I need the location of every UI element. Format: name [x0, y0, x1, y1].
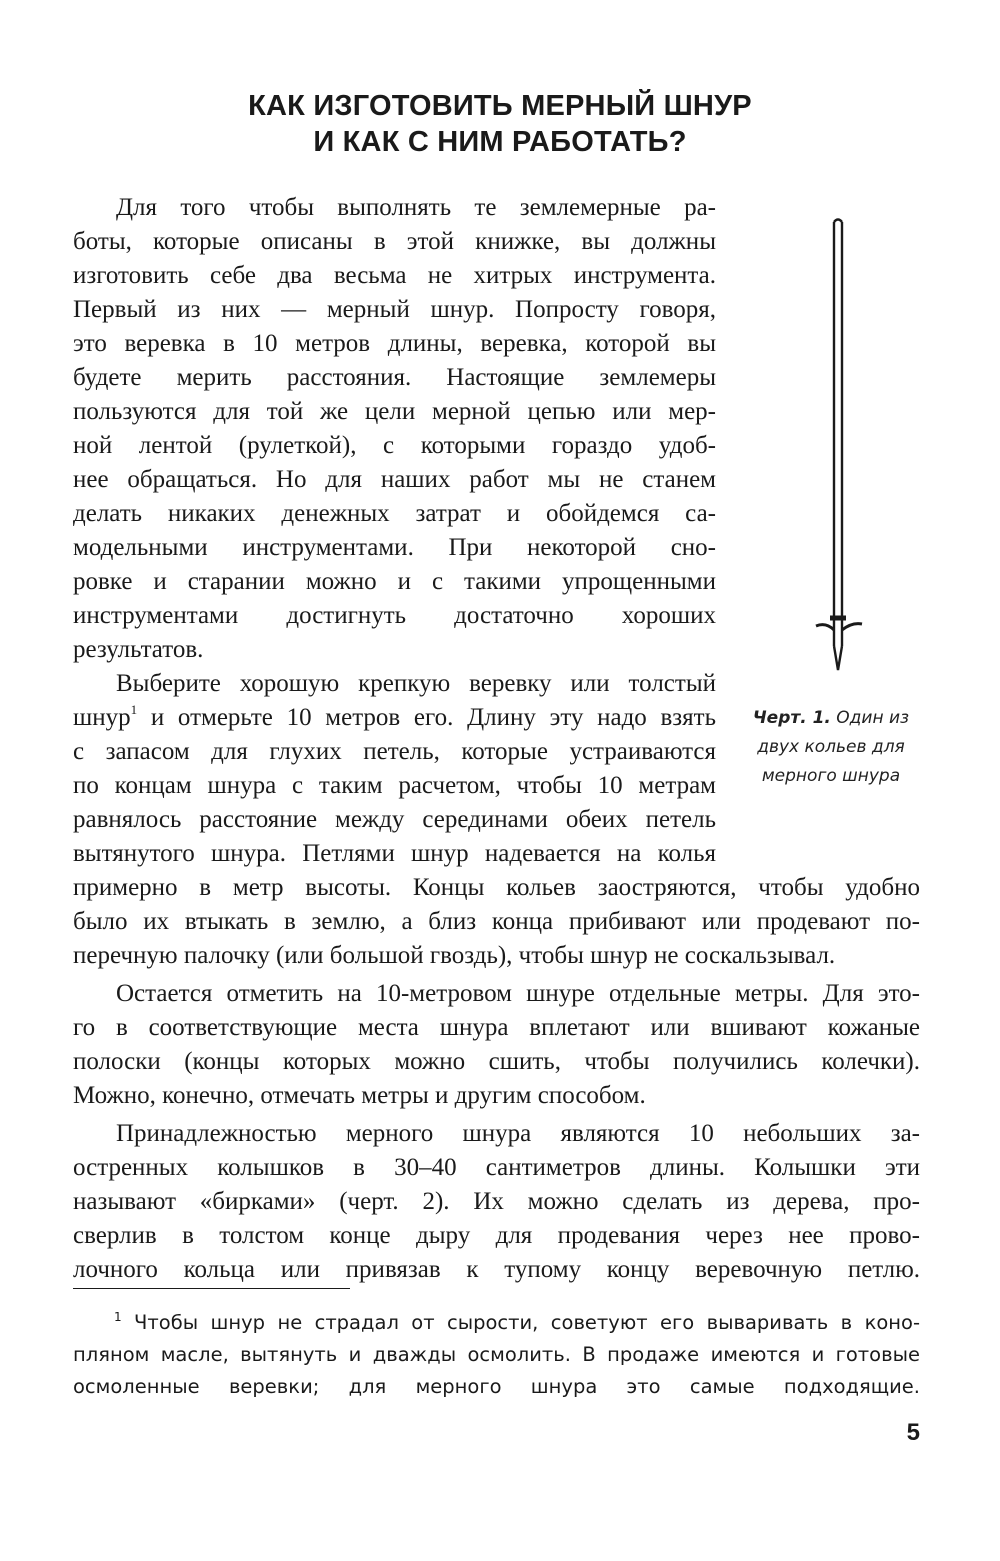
- text-fragment: и отмерьте 10 метров его. Длину эту надо взять: [150, 704, 717, 731]
- caption-text: мерного шнура: [761, 766, 901, 786]
- text-line: пользуются для той же цели мерной цепью или мер-: [73, 398, 716, 425]
- title-line-1: КАК ИЗГОТОВИТЬ МЕРНЫЙ ШНУР: [248, 90, 752, 122]
- text-line: изготовить себе два весьма не хитрых инструмента.: [73, 262, 716, 289]
- text-line: было их втыкать в землю, а близ конца прибивают или продевают по-: [73, 908, 920, 935]
- footnote-marker: 1: [130, 702, 138, 717]
- caption-label: Черт. 1.: [752, 708, 831, 728]
- footnote-line: пляном масле, вытянуть и дважды осмолить. В продаже имеются и готовые: [73, 1343, 920, 1366]
- caption-text: двух кольев для: [757, 737, 905, 757]
- text-line: называют «бирками» (черт. 2). Их можно сделать из дерева, про-: [73, 1188, 920, 1215]
- footnote-number: 1: [114, 1310, 122, 1324]
- text-line: полоски (концы которых можно сшить, чтобы получились колечки).: [73, 1048, 920, 1075]
- title-line-2: И КАК С НИМ РАБОТАТЬ?: [313, 126, 687, 158]
- stake-figure: [812, 214, 866, 674]
- text-line: нее обращаться. Но для наших работ мы не станем: [73, 466, 716, 493]
- text-line: ровке и старании можно и с такими упрощенными: [73, 568, 716, 595]
- text-line: вытянутого шнура. Петлями шнур надевается на колья: [73, 840, 716, 867]
- text-line: Остается отметить на 10-метровом шнуре отдельные метры. Для это-: [116, 980, 920, 1007]
- text-fragment: шнур: [73, 704, 131, 731]
- text-line: лочного кольца или привязав к тупому концу веревочную петлю.: [73, 1256, 920, 1283]
- stake-icon: [816, 220, 862, 671]
- text-line: примерно в метр высоты. Концы кольев заостряются, чтобы удобно: [73, 874, 920, 901]
- text-line: с запасом для глухих петель, которые устраиваются: [73, 738, 716, 765]
- text-line: по концам шнура с таким расчетом, чтобы 10 метрам: [73, 772, 716, 799]
- text-line: результатов.: [73, 636, 204, 663]
- text-line: Первый из них — мерный шнур. Попросту говоря,: [73, 296, 716, 323]
- text-line: ной лентой (рулеткой), с которыми гораздо удоб-: [73, 432, 716, 459]
- figure-caption: [735, 704, 927, 791]
- text-line: модельными инструментами. При некоторой сно-: [73, 534, 716, 561]
- text-line: го в соответствующие места шнура вплетают или вшивают кожаные: [73, 1014, 920, 1041]
- footnote-divider: [73, 1288, 350, 1289]
- text-line: Выберите хорошую крепкую веревку или толстый: [116, 670, 716, 697]
- text-line: будете мерить расстояния. Настоящие землемеры: [73, 364, 716, 391]
- footnote-line: осмоленные веревки; для мерного шнура это самые подходящие.: [73, 1375, 920, 1398]
- page-title: [80, 88, 920, 160]
- text-line-with-footnote: [73, 701, 716, 735]
- text-line: боты, которые описаны в этой книжке, вы должны: [73, 228, 716, 255]
- text-line: инструментами достигнуть достаточно хороших: [73, 602, 716, 629]
- text-line: Для того чтобы выполнять те землемерные ра-: [116, 194, 716, 221]
- text-line: Принадлежностью мерного шнура являются 10 небольших за-: [116, 1120, 920, 1147]
- page-number: 5: [906, 1419, 920, 1446]
- caption-text: Один из: [836, 708, 910, 728]
- text-line: Можно, конечно, отмечать метры и другим способом.: [73, 1082, 646, 1109]
- text-line: это веревка в 10 метров длины, веревка, которой вы: [73, 330, 716, 357]
- text-line: перечную палочку (или большой гвоздь), чтобы шнур не соскальзывал.: [73, 942, 836, 969]
- text-line: сверлив в толстом конце дыру для продевания через нее прово-: [73, 1222, 920, 1249]
- text-line: равнялось расстояние между серединами обеих петель: [73, 806, 716, 833]
- footnote-line: [73, 1307, 920, 1339]
- footnote-text: Чтобы шнур не страдал от сырости, советуют его вываривать в коно-: [134, 1311, 920, 1334]
- text-line: делать никаких денежных затрат и обойдемся са-: [73, 500, 716, 527]
- text-line: остренных колышков в 30–40 сантиметров длины. Колышки эти: [73, 1154, 920, 1181]
